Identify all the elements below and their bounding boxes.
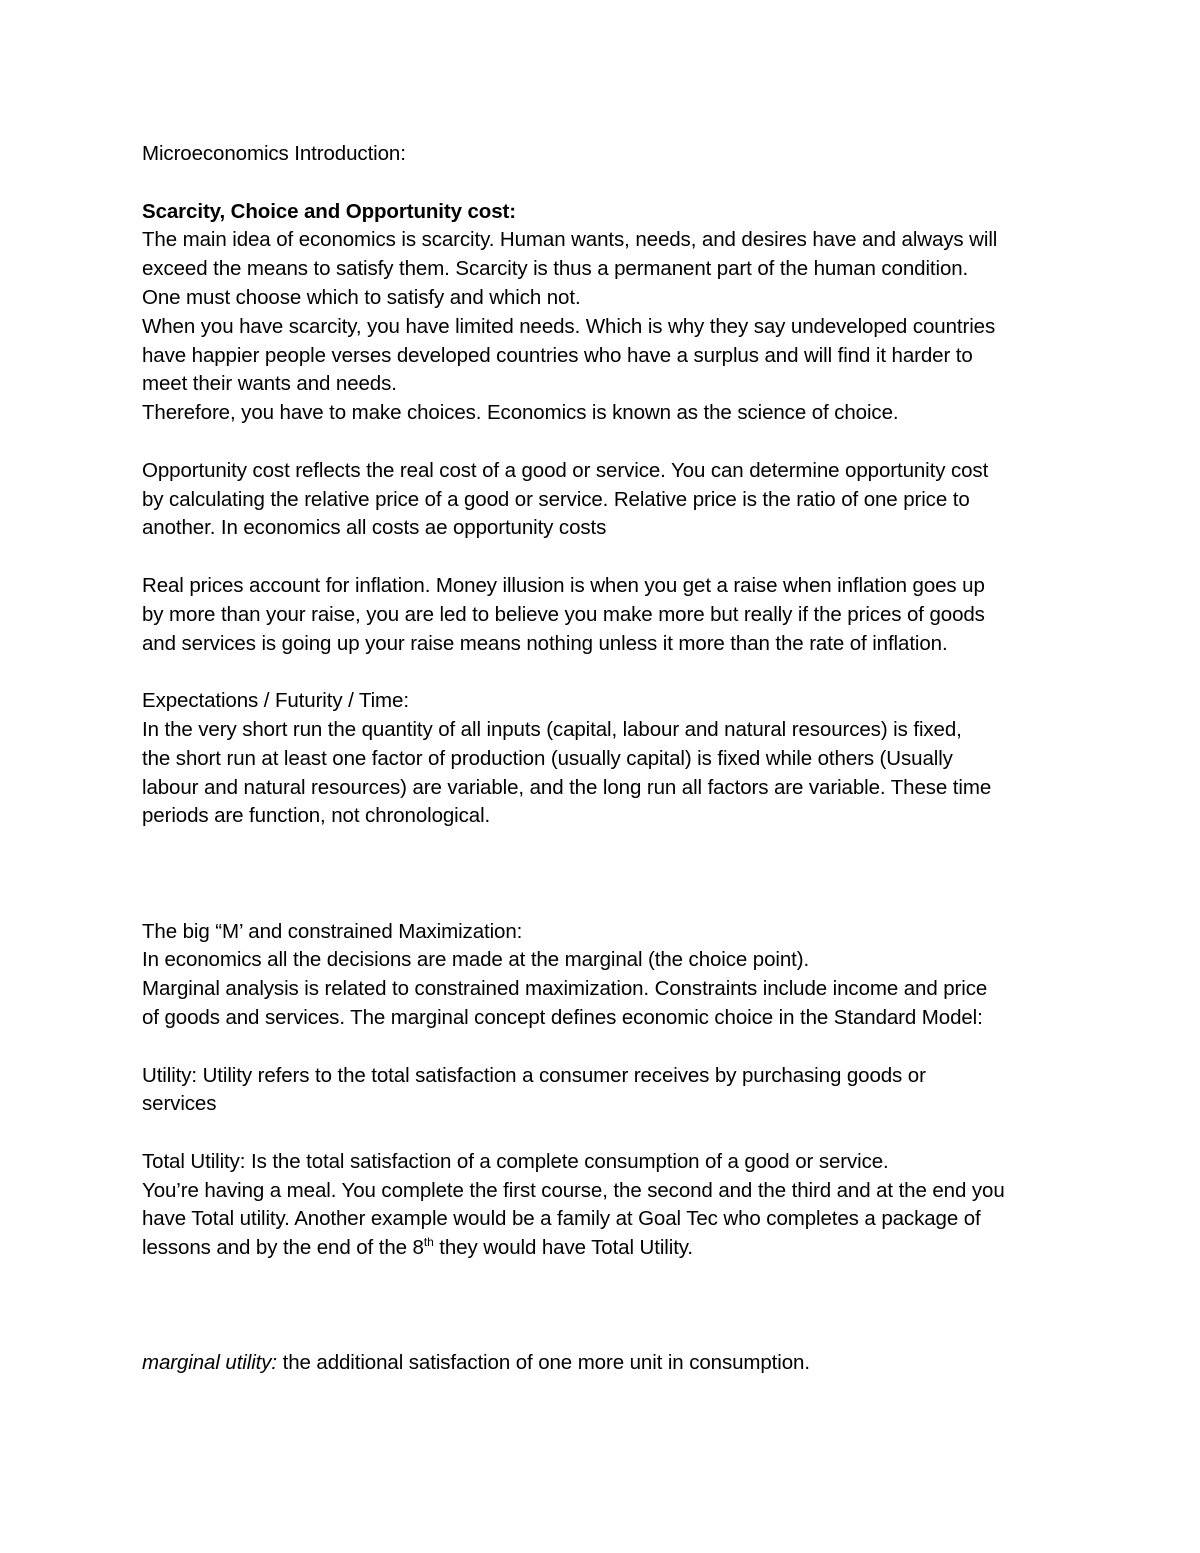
section-heading-marginal: The big “M’ and constrained Maximization:	[142, 919, 523, 943]
paragraph-line	[142, 1234, 1072, 1263]
paragraph-line: Opportunity cost reflects the real cost of a good or service. You can determine opportunity cost	[142, 458, 989, 482]
spacer	[142, 658, 1072, 687]
spacer	[142, 831, 1072, 860]
document-page	[142, 140, 1072, 1378]
paragraph-line: of goods and services. The marginal concept defines economic choice in the Standard Model:	[142, 1005, 983, 1029]
section-heading-scarcity: Scarcity, Choice and Opportunity cost:	[142, 199, 516, 223]
spacer	[142, 1119, 1072, 1148]
paragraph-line: Real prices account for inflation. Money illusion is when you get a raise when inflation goes up	[142, 573, 985, 597]
paragraph-line: and services is going up your raise means nothing unless it more than the rate of inflation.	[142, 631, 948, 655]
paragraph-line: exceed the means to satisfy them. Scarcity is thus a permanent part of the human condition.	[142, 257, 969, 281]
ordinal-superscript: th	[423, 1235, 434, 1250]
paragraph-line: periods are function, not chronological.	[142, 804, 491, 828]
line-text: they would have Total Utility.	[433, 1236, 694, 1260]
definition-text: the additional satisfaction of one more unit in consumption.	[277, 1351, 810, 1375]
spacer	[142, 889, 1072, 918]
paragraph-line: The main idea of economics is scarcity. Human wants, needs, and desires have and always will	[142, 228, 998, 252]
section-heading-expectations: Expectations / Futurity / Time:	[142, 689, 409, 713]
paragraph-line: have happier people verses developed countries who have a surplus and will find it harder to	[142, 343, 973, 367]
paragraph-line: When you have scarcity, you have limited needs. Which is why they say undeveloped countries	[142, 314, 996, 338]
paragraph-line: the short run at least one factor of production (usually capital) is fixed while others (Usually	[142, 746, 953, 770]
spacer	[142, 169, 1072, 198]
paragraph-line: by calculating the relative price of a good or service. Relative price is the ratio of one price to	[142, 487, 970, 511]
paragraph-line: services	[142, 1092, 217, 1116]
paragraph-line: have Total utility. Another example would be a family at Goal Tec who completes a package of	[142, 1207, 981, 1231]
spacer	[142, 543, 1072, 572]
spacer	[142, 1292, 1072, 1321]
document-title: Microeconomics Introduction:	[142, 142, 406, 165]
paragraph-line: In economics all the decisions are made at the marginal (the choice point).	[142, 948, 810, 972]
spacer	[142, 1263, 1072, 1292]
spacer	[142, 1033, 1072, 1062]
definition-term: marginal utility:	[142, 1351, 278, 1375]
spacer	[142, 428, 1072, 457]
paragraph-line: Total Utility: Is the total satisfaction of a complete consumption of a good or service.	[142, 1149, 889, 1173]
paragraph-line: labour and natural resources) are variable, and the long run all factors are variable. These time	[142, 775, 992, 799]
paragraph-line: Marginal analysis is related to constrained maximization. Constraints include income and price	[142, 977, 988, 1001]
paragraph-line: One must choose which to satisfy and which not.	[142, 285, 581, 309]
paragraph-line: another. In economics all costs ae opportunity costs	[142, 516, 607, 540]
spacer	[142, 1321, 1072, 1350]
paragraph-line: Therefore, you have to make choices. Economics is known as the science of choice.	[142, 401, 899, 425]
paragraph-line: meet their wants and needs.	[142, 372, 397, 396]
definition-line	[142, 1349, 1072, 1378]
line-text: lessons and by the end of the 8	[142, 1236, 424, 1260]
paragraph-line: Utility: Utility refers to the total satisfaction a consumer receives by purchasing goods or	[142, 1063, 926, 1087]
spacer	[142, 860, 1072, 889]
paragraph-line: by more than your raise, you are led to believe you make more but really if the prices of goods	[142, 602, 985, 626]
paragraph-line: You’re having a meal. You complete the first course, the second and the third and at the end you	[142, 1178, 1005, 1202]
paragraph-line: In the very short run the quantity of all inputs (capital, labour and natural resources) is fixed,	[142, 717, 962, 741]
